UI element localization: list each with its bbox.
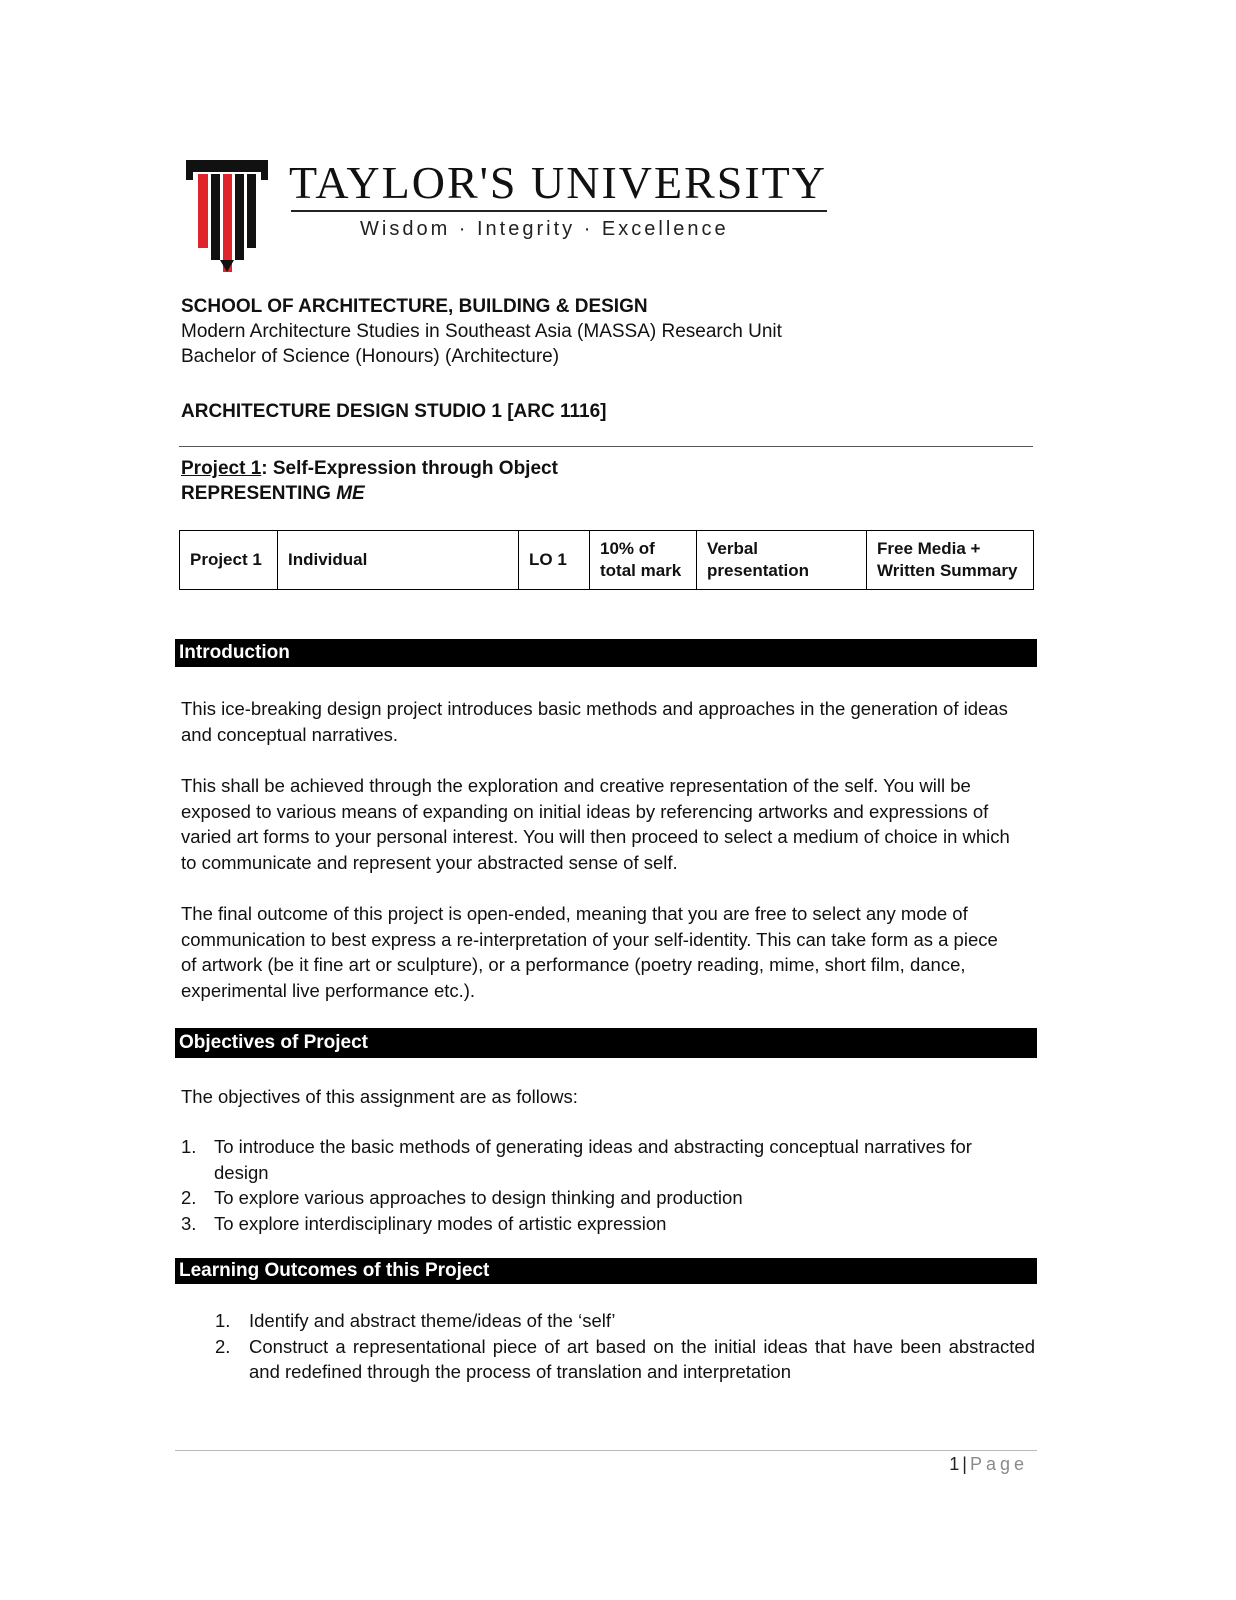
school-name: SCHOOL OF ARCHITECTURE, BUILDING & DESIGN [181, 296, 648, 317]
project-subtitle-prefix: REPRESENTING [181, 483, 337, 504]
objectives-intro: The objectives of this assignment are as follows: [181, 1086, 578, 1107]
page-number [949, 1454, 1028, 1475]
programme-name: Bachelor of Science (Honours) (Architecture) [181, 346, 560, 367]
logo-divider [291, 210, 827, 212]
project-title [181, 456, 558, 482]
page-label: Page [969, 1454, 1028, 1474]
section-heading-introduction: Introduction [175, 639, 1037, 667]
learning-outcomes-list [215, 1308, 1035, 1385]
shield-emblem-icon [184, 152, 274, 274]
table-cell-media: Free Media + Written Summary [867, 531, 1034, 590]
university-tagline: Wisdom · Integrity · Excellence [360, 218, 729, 240]
university-logo [184, 152, 834, 277]
page-number-separator: | [962, 1454, 967, 1474]
section-heading-learning-outcomes: Learning Outcomes of this Project [175, 1258, 1037, 1284]
table-cell-type: Individual [278, 531, 519, 590]
research-unit: Modern Architecture Studies in Southeast Asia (MASSA) Research Unit [181, 321, 782, 342]
intro-paragraph-2: This shall be achieved through the exploration and creative representation of the self. You will be exposed to various means of expanding on initial ideas by referencing artworks and expressions of varied art forms to your personal interest. You will then proceed to select a medium of choice in which to communicate and represent your abstracted sense of self. [181, 775, 1010, 873]
header-divider [179, 446, 1033, 447]
project-label: Project 1 [181, 458, 262, 479]
project-info-table [179, 530, 1034, 590]
objectives-list [181, 1134, 1021, 1236]
list-item: 2. Construct a representational piece of art based on the initial ideas that have been abstracted and redefined through the process of translation and interpretation [215, 1335, 1035, 1382]
section-heading-objectives: Objectives of Project [175, 1028, 1037, 1058]
list-item: 1. Identify and abstract theme/ideas of the ‘self’ [215, 1310, 616, 1331]
list-item: 1. To introduce the basic methods of generating ideas and abstracting conceptual narratives for design [181, 1136, 972, 1183]
table-cell-weight: 10% of total mark [590, 531, 697, 590]
intro-paragraph-3: The final outcome of this project is open-ended, meaning that you are free to select any mode of communication to best express a re-interpretation of your self-identity. This can take form as a piece of artwork (be it fine art or sculpture), or a performance (poetry reading, mime, short film, dance, experimental live performance etc.). [181, 903, 998, 1001]
list-item: 3. To explore interdisciplinary modes of artistic expression [181, 1212, 667, 1234]
course-title: ARCHITECTURE DESIGN STUDIO 1 [ARC 1116] [181, 401, 607, 422]
list-item: 2. To explore various approaches to design thinking and production [181, 1187, 743, 1208]
page-number-value: 1 [949, 1454, 960, 1474]
table-cell-lo: LO 1 [519, 531, 590, 590]
table-row [180, 531, 1034, 590]
project-subtitle-emphasis: ME [336, 483, 365, 504]
university-name: TAYLOR'S UNIVERSITY [289, 157, 827, 208]
footer-divider [175, 1450, 1037, 1451]
project-subtitle [181, 481, 365, 507]
table-cell-project: Project 1 [180, 531, 278, 590]
table-cell-presentation: Verbal presentation [697, 531, 867, 590]
project-title-rest: : Self-Expression through Object [261, 458, 558, 479]
intro-paragraph-1: This ice-breaking design project introduces basic methods and approaches in the generation of ideas and conceptual narratives. [181, 698, 1008, 745]
